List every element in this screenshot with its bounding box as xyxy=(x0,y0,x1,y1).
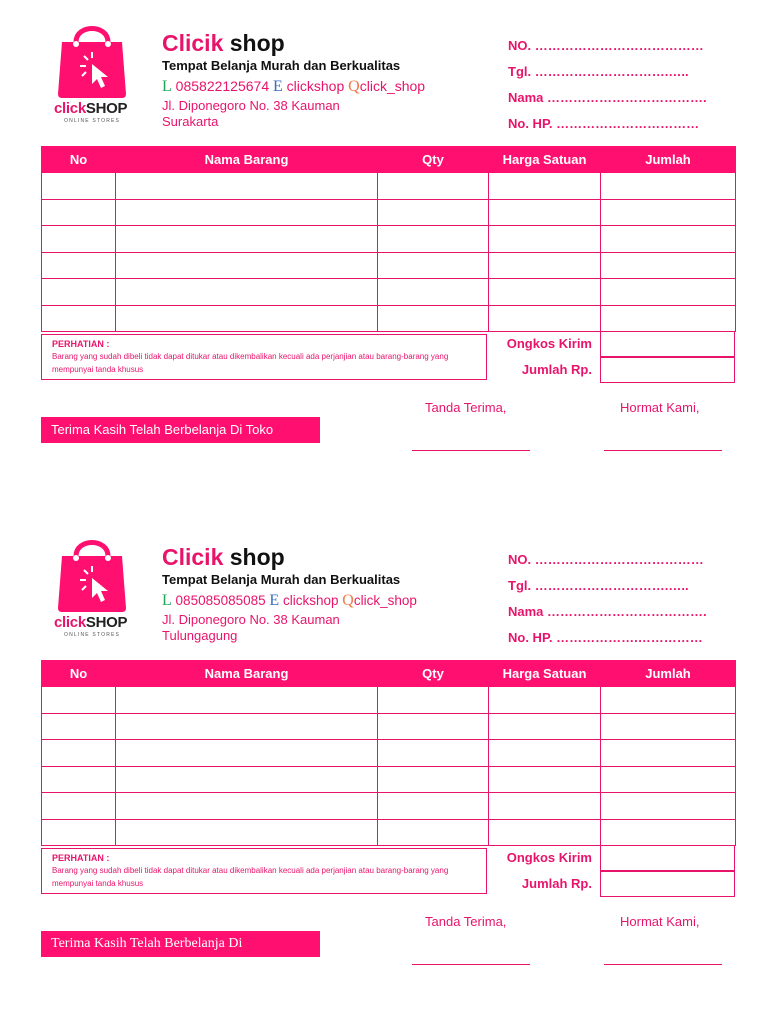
table-row xyxy=(42,199,736,226)
customer-fields xyxy=(508,552,707,656)
table-cell[interactable] xyxy=(42,199,116,226)
table-cell[interactable] xyxy=(601,199,736,226)
instagram-icon: Q xyxy=(348,78,360,95)
table-cell[interactable] xyxy=(489,252,601,279)
receiver-signature-line xyxy=(412,964,530,965)
col-header-qty: Qty xyxy=(378,147,489,173)
table-cell[interactable] xyxy=(378,793,489,820)
table-cell[interactable] xyxy=(378,713,489,740)
thank-you-banner: Terima Kasih Telah Berbelanja Di xyxy=(41,931,320,957)
table-cell[interactable] xyxy=(601,740,736,767)
receiver-signature-label: Tanda Terima, xyxy=(425,400,507,415)
table-cell[interactable] xyxy=(116,687,378,714)
table-row xyxy=(42,173,736,200)
table-cell[interactable] xyxy=(489,173,601,200)
field-phone[interactable]: No. HP. ……………….…………… xyxy=(508,630,703,645)
email-icon: E xyxy=(273,78,283,95)
table-cell[interactable] xyxy=(489,687,601,714)
table-cell[interactable] xyxy=(42,279,116,306)
logo-wordmark: clickSHOP xyxy=(54,100,128,117)
table-cell[interactable] xyxy=(601,713,736,740)
address-street: Jl. Diponegoro No. 38 Kauman xyxy=(162,98,340,113)
table-cell[interactable] xyxy=(489,226,601,253)
table-cell[interactable] xyxy=(116,766,378,793)
col-header-no: No xyxy=(42,661,116,687)
total-label: Jumlah Rp. xyxy=(521,362,592,377)
customer-fields xyxy=(508,38,707,142)
notice-box xyxy=(41,334,487,380)
logo-wordmark: clickSHOP xyxy=(54,614,128,631)
table-cell[interactable] xyxy=(378,173,489,200)
table-cell[interactable] xyxy=(378,226,489,253)
shop-name: Clicik shop xyxy=(162,544,285,570)
table-cell[interactable] xyxy=(42,819,116,846)
table-cell[interactable] xyxy=(42,740,116,767)
table-cell[interactable] xyxy=(116,173,378,200)
table-cell[interactable] xyxy=(378,766,489,793)
notice-title: PERHATIAN : xyxy=(52,339,110,349)
shop-logo xyxy=(50,20,134,124)
table-cell[interactable] xyxy=(378,687,489,714)
table-cell[interactable] xyxy=(601,226,736,253)
table-cell[interactable] xyxy=(42,713,116,740)
phone-icon: L xyxy=(162,592,172,609)
table-cell[interactable] xyxy=(378,252,489,279)
table-cell[interactable] xyxy=(489,740,601,767)
field-name[interactable]: Nama ………………………………. xyxy=(508,604,707,619)
shop-name: Clicik shop xyxy=(162,30,285,56)
table-cell[interactable] xyxy=(378,740,489,767)
col-header-total: Jumlah xyxy=(601,147,736,173)
receiver-signature-label: Tanda Terima, xyxy=(425,914,507,929)
table-cell[interactable] xyxy=(116,226,378,253)
email-handle: clickshop xyxy=(286,78,345,94)
shopping-bag-cursor-icon xyxy=(50,20,134,100)
table-cell[interactable] xyxy=(601,687,736,714)
sender-signature-line xyxy=(604,964,722,965)
col-header-qty: Qty xyxy=(378,661,489,687)
table-cell[interactable] xyxy=(42,226,116,253)
field-date[interactable]: Tgl. ………………………….….. xyxy=(508,578,689,593)
table-cell[interactable] xyxy=(489,199,601,226)
address-city: Tulungagung xyxy=(162,628,238,643)
table-row xyxy=(42,713,736,740)
table-cell[interactable] xyxy=(378,305,489,332)
table-cell[interactable] xyxy=(42,687,116,714)
table-row xyxy=(42,793,736,820)
logo-subtitle: ONLINE STORES xyxy=(64,632,121,638)
col-header-item-name: Nama Barang xyxy=(116,661,378,687)
table-cell[interactable] xyxy=(116,793,378,820)
table-row xyxy=(42,305,736,332)
field-no[interactable]: NO. ………………………………… xyxy=(508,552,704,567)
shop-logo xyxy=(50,534,134,638)
table-row xyxy=(42,279,736,306)
col-header-no: No xyxy=(42,147,116,173)
shop-address xyxy=(162,612,340,644)
shipping-label: Ongkos Kirim xyxy=(506,336,592,351)
items-table xyxy=(41,146,736,332)
table-cell[interactable] xyxy=(601,279,736,306)
table-cell[interactable] xyxy=(116,279,378,306)
table-cell[interactable] xyxy=(378,819,489,846)
table-row xyxy=(42,766,736,793)
notice-text: Barang yang sudah dibeli tidak dapat ditukar atau dikembalikan kecuali ada perjanjian atau barang-barang yang mempunyai tanda khusus xyxy=(52,866,449,888)
receipt-1 xyxy=(0,0,768,460)
table-cell[interactable] xyxy=(601,173,736,200)
table-cell[interactable] xyxy=(489,793,601,820)
sender-signature-line xyxy=(604,450,722,451)
field-date[interactable]: Tgl. ………………………….….. xyxy=(508,64,689,79)
shopping-bag-cursor-icon xyxy=(50,534,134,614)
col-header-unit-price: Harga Satuan xyxy=(489,147,601,173)
phone-icon: L xyxy=(162,78,172,95)
notice-text: Barang yang sudah dibeli tidak dapat ditukar atau dikembalikan kecuali ada perjanjian atau barang-barang yang mempunyai tanda khusus xyxy=(52,352,449,374)
table-cell[interactable] xyxy=(116,740,378,767)
table-cell[interactable] xyxy=(489,819,601,846)
items-table xyxy=(41,660,736,846)
instagram-handle: click_shop xyxy=(353,593,417,608)
sender-signature-label: Hormat Kami, xyxy=(620,400,700,415)
shop-tagline: Tempat Belanja Murah dan Berkualitas xyxy=(162,58,401,73)
table-cell[interactable] xyxy=(489,305,601,332)
phone-number: 085085085085 xyxy=(175,593,266,608)
col-header-item-name: Nama Barang xyxy=(116,147,378,173)
total-amount-field[interactable] xyxy=(600,357,735,383)
shop-tagline: Tempat Belanja Murah dan Berkualitas xyxy=(162,572,401,587)
phone-number: 085822125674 xyxy=(175,78,270,94)
receiver-signature-line xyxy=(412,450,530,451)
contact-line xyxy=(162,592,417,610)
shipping-cost-field[interactable] xyxy=(600,331,735,357)
table-cell[interactable] xyxy=(601,793,736,820)
shipping-label: Ongkos Kirim xyxy=(506,850,592,865)
table-cell[interactable] xyxy=(116,713,378,740)
notice-title: PERHATIAN : xyxy=(52,853,110,863)
instagram-icon: Q xyxy=(342,592,354,609)
table-row xyxy=(42,740,736,767)
table-cell[interactable] xyxy=(116,252,378,279)
table-cell[interactable] xyxy=(489,713,601,740)
table-cell[interactable] xyxy=(601,305,736,332)
table-cell[interactable] xyxy=(116,819,378,846)
table-cell[interactable] xyxy=(601,252,736,279)
address-city: Surakarta xyxy=(162,114,219,129)
shipping-cost-field[interactable] xyxy=(600,845,735,871)
field-name[interactable]: Nama ………………………………. xyxy=(508,90,707,105)
table-row xyxy=(42,252,736,279)
address-street: Jl. Diponegoro No. 38 Kauman xyxy=(162,612,340,627)
email-handle: clickshop xyxy=(282,593,339,608)
sender-signature-label: Hormat Kami, xyxy=(620,914,700,929)
table-cell[interactable] xyxy=(601,766,736,793)
contact-line xyxy=(162,78,425,96)
col-header-total: Jumlah xyxy=(601,661,736,687)
field-phone[interactable]: No. HP. …………………………… xyxy=(508,116,700,131)
total-amount-field[interactable] xyxy=(600,871,735,897)
table-cell[interactable] xyxy=(378,279,489,306)
table-cell[interactable] xyxy=(42,173,116,200)
receipt-2 xyxy=(0,514,768,974)
notice-box xyxy=(41,848,487,894)
table-cell[interactable] xyxy=(378,199,489,226)
table-cell[interactable] xyxy=(489,766,601,793)
logo-subtitle: ONLINE STORES xyxy=(64,118,121,124)
total-label: Jumlah Rp. xyxy=(521,876,592,891)
table-row xyxy=(42,819,736,846)
table-cell[interactable] xyxy=(42,305,116,332)
table-header-row xyxy=(42,661,736,687)
shop-address xyxy=(162,98,340,130)
table-cell[interactable] xyxy=(116,305,378,332)
table-cell[interactable] xyxy=(489,279,601,306)
thank-you-banner: Terima Kasih Telah Berbelanja Di Toko xyxy=(41,417,320,443)
table-cell[interactable] xyxy=(601,819,736,846)
table-cell[interactable] xyxy=(42,766,116,793)
table-row xyxy=(42,687,736,714)
col-header-unit-price: Harga Satuan xyxy=(489,661,601,687)
email-icon: E xyxy=(269,592,280,609)
table-cell[interactable] xyxy=(42,793,116,820)
table-row xyxy=(42,226,736,253)
table-cell[interactable] xyxy=(116,199,378,226)
table-cell[interactable] xyxy=(42,252,116,279)
instagram-handle: click_shop xyxy=(359,78,426,94)
table-header-row xyxy=(42,147,736,173)
field-no[interactable]: NO. ………………………………… xyxy=(508,38,704,53)
